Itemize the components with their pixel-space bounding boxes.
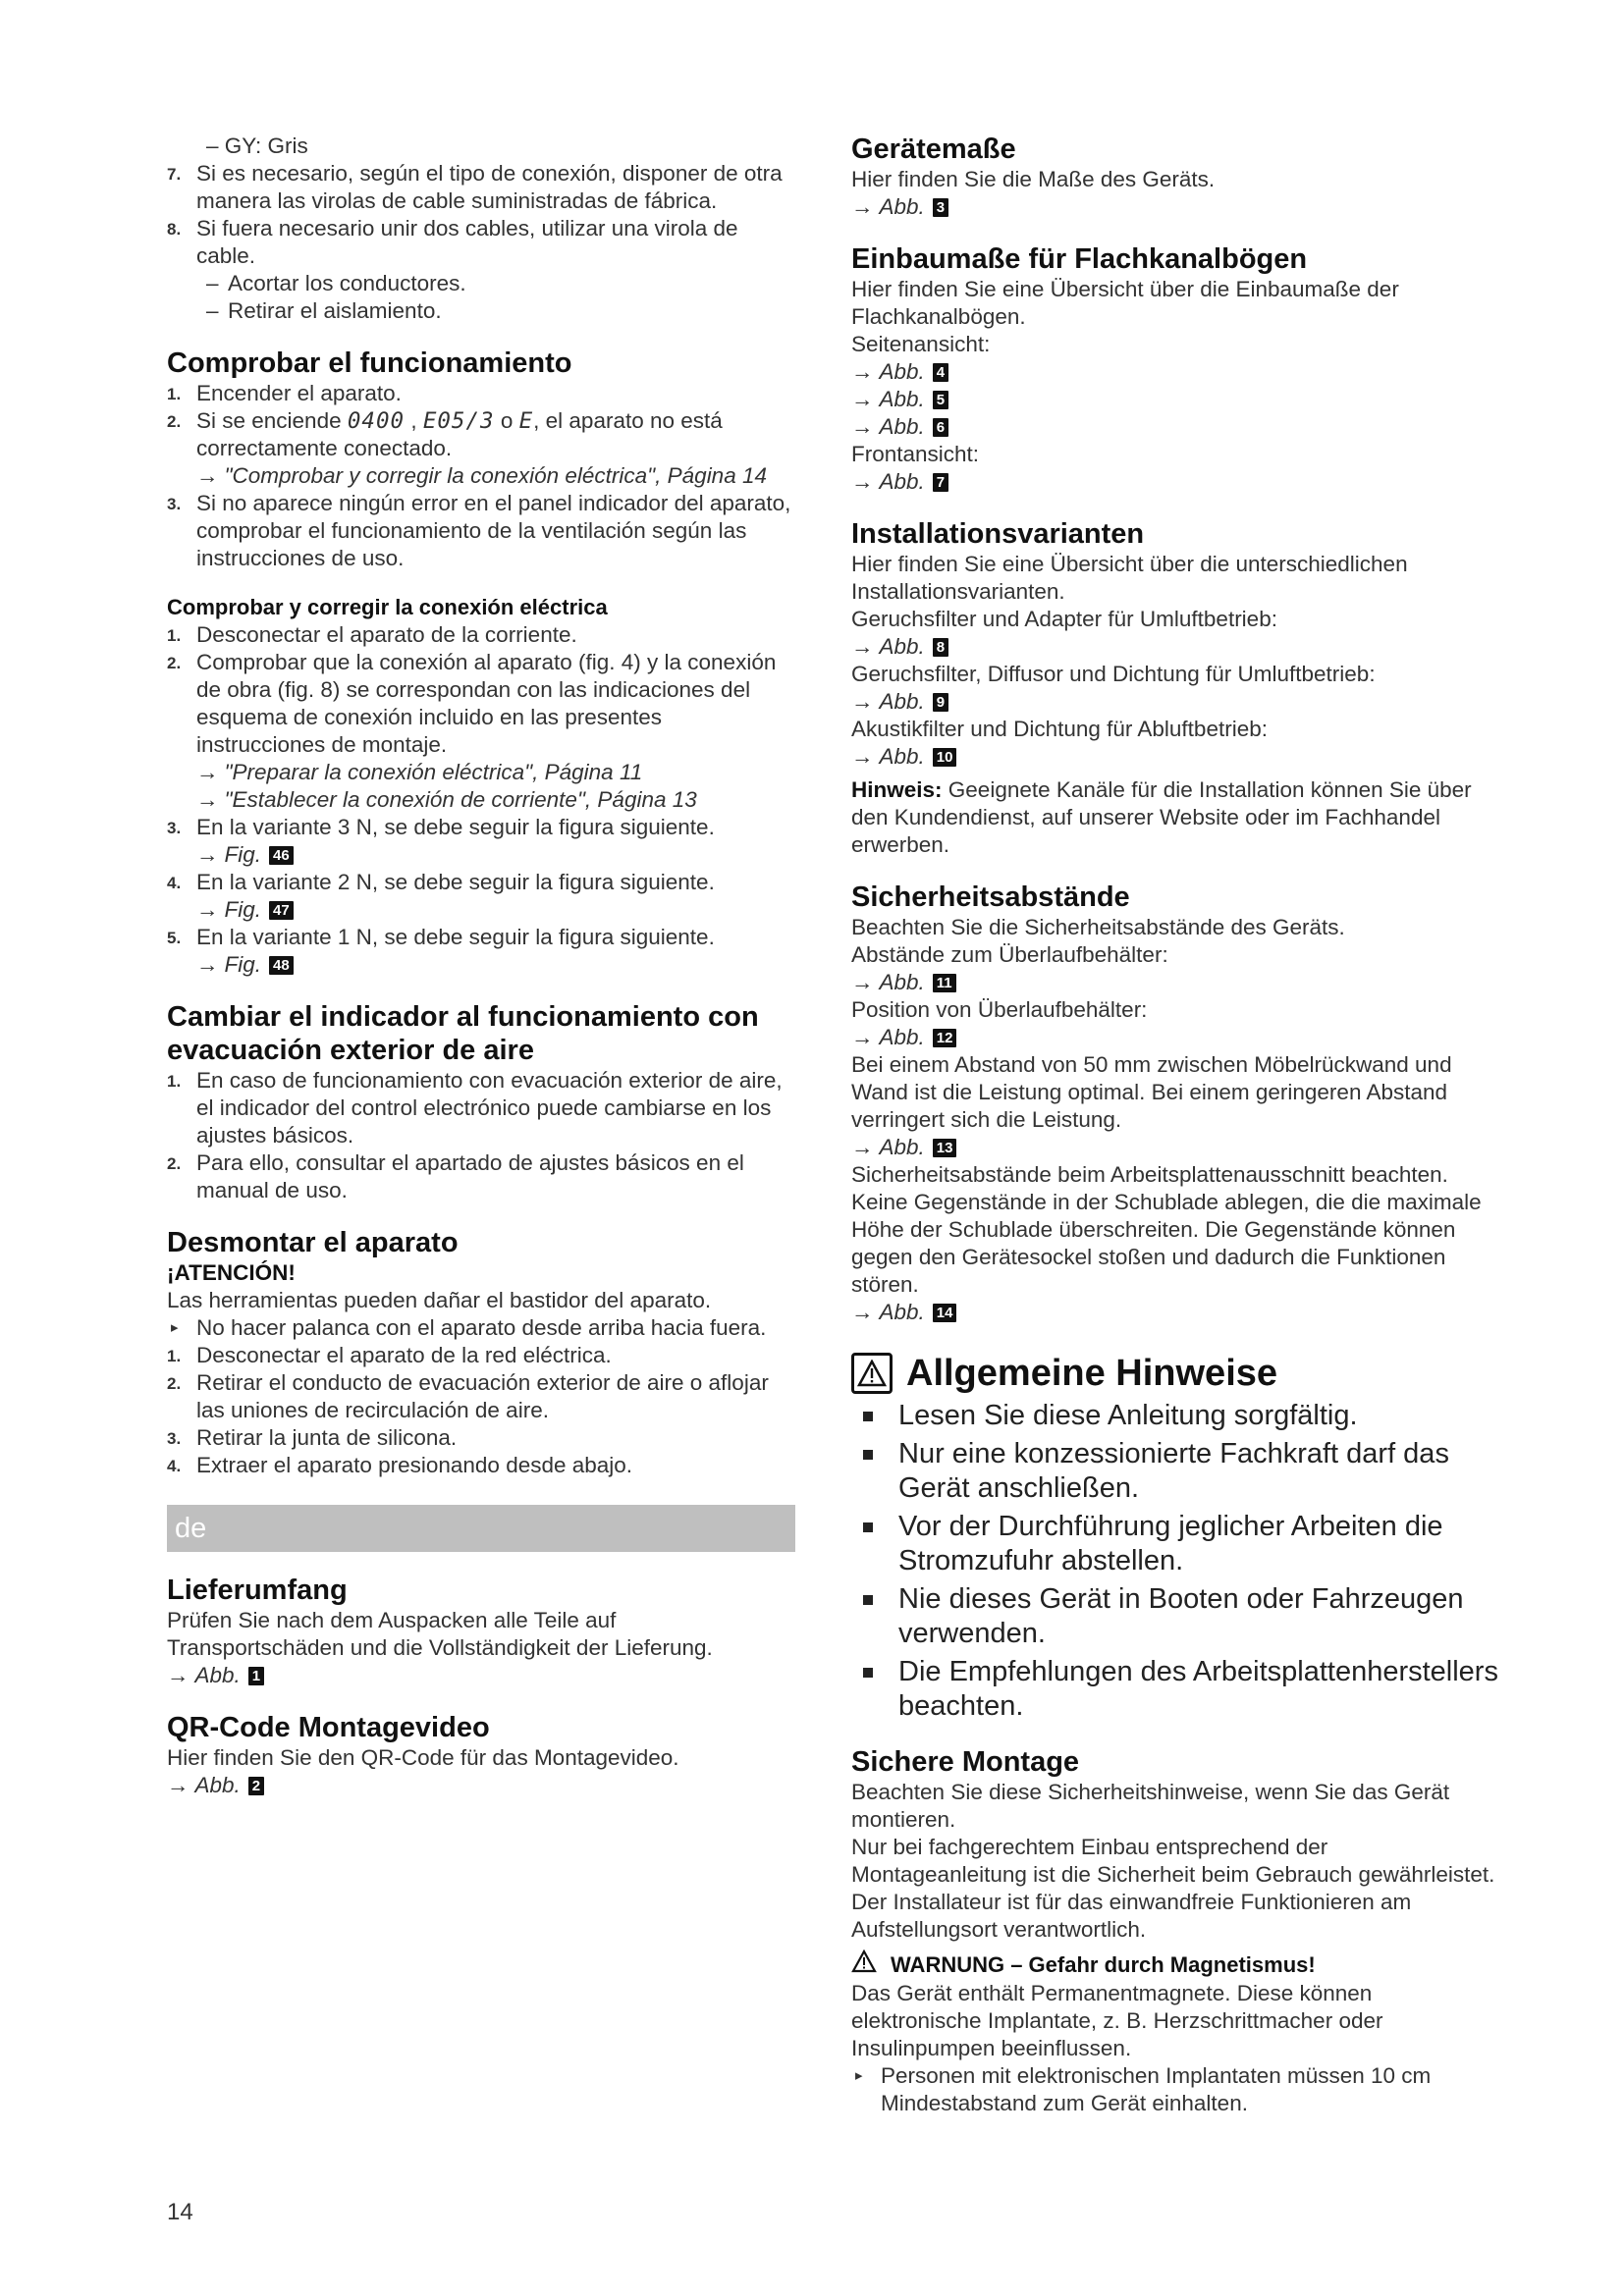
step-2: 2. Comprobar que la conexión al aparato (fig. 4) y la conexión de obra (fig. 8) se correspondan con las indicaciones del esquema de conexión incluido en las presentes instrucciones de montaje. [167,650,777,757]
figure-reference: → Abb. 14 [851,1299,1499,1326]
figure-badge: 13 [933,1139,957,1157]
figure-reference: → Abb. 11 [851,969,1499,996]
heading-desmontar: Desmontar el aparato [167,1227,459,1258]
step-3: 3. En la variante 3 N, se debe seguir la figura siguiente. [167,815,715,839]
triangle-bullet-icon: ▸ [171,1319,179,1336]
montage-paragraph: Nur bei fachgerechtem Einbau entsprechend der Montageanleitung ist die Sicherheit beim Gebrauch gewährleistet. Der Installateur ist für das einwandfreie Funktionieren am Aufstellungsort verantwortlich. [851,1835,1495,1942]
sicherheit-line: Position von Überlaufbehälter: [851,997,1148,1022]
heading-installationsvarianten: Installationsvarianten [851,518,1145,550]
heading-einbaumasse: Einbaumaße für Flachkanalbögen [851,243,1308,275]
allgemeine-hinweise-heading: Allgemeine Hinweise [851,1352,1499,1395]
figure-reference: → Fig. 46 [167,841,795,869]
heading-cambiar: Cambiar el indicador al funcionamiento con evacuación exterior de aire [167,1001,759,1066]
figure-badge: 11 [933,974,956,992]
figure-reference: → Abb. 5 [851,386,1499,413]
square-bullet-icon [863,1595,873,1605]
display-code: 0400 [347,408,406,434]
qr-text: Hier finden Sie den QR-Code für das Montagevideo. [167,1745,679,1770]
square-bullet-icon [863,1412,873,1421]
display-code: E [518,408,534,434]
left-column [167,133,795,1799]
warning-triangle-icon [851,1949,877,1980]
step-4: 4. En la variante 2 N, se debe seguir la figura siguiente. [167,870,715,894]
attention-text: Las herramientas pueden dañar el bastidor del aparato. [167,1288,712,1312]
einbau-front-label: Frontansicht: [851,442,980,466]
action-item: ▸ No hacer palanca con el aparato desde arriba hacia fuera. [171,1315,767,1340]
figure-badge: 4 [933,363,948,382]
step-8: 8. Si fuera necesario unir dos cables, utilizar una virola de cable. [167,216,738,268]
figure-badge: 5 [933,391,948,409]
heading-lieferumfang: Lieferumfang [167,1575,348,1606]
figure-badge: 2 [248,1777,264,1795]
gy-line: – GY: Gris [206,133,308,158]
triangle-bullet-icon: ▸ [855,2067,863,2084]
figure-reference: → Abb. 12 [851,1024,1499,1051]
figure-badge: 6 [933,418,948,437]
square-bullet-icon [863,1522,873,1532]
heading-geraetemasse: Gerätemaße [851,133,1016,165]
step-3: 3. Si no aparece ningún error en el panel indicador del aparato, comprobar el funcionamiento de la ventilación según las instrucciones de uso. [167,491,791,570]
cross-reference: → "Establecer la conexión de corriente", Página 13 [196,787,697,812]
einbau-side-label: Seitenansicht: [851,332,991,356]
step-5: 5. En la variante 1 N, se debe seguir la figura siguiente. [167,925,715,949]
sicherheit-paragraph: Keine Gegenstände in der Schublade ablegen, die die maximale Höhe der Schublade überschreiten. Die Gegenstände können gegen den Gerätesockel stoßen und dadurch die Funktionen stören. [851,1190,1482,1297]
figure-badge: 9 [933,693,948,712]
figure-reference: → Abb. 13 [851,1134,1499,1161]
hinweis-note: Hinweis: Geeignete Kanäle für die Installation können Sie über den Kundendienst, auf unserer Website oder im Fachhandel erwerben. [851,777,1472,857]
bullet-item: Die Empfehlungen des Arbeitsplattenherstellers beachten. [851,1655,1499,1724]
figure-reference: → Abb. 9 [851,688,1499,716]
montage-paragraph: Beachten Sie diese Sicherheitshinweise, wenn Sie das Gerät montieren. [851,1780,1450,1832]
heading-sicherheitsabstaende: Sicherheitsabstände [851,881,1130,913]
cross-reference: → "Preparar la conexión eléctrica", Página 11 [196,760,643,784]
warning-text: Das Gerät enthält Permanentmagnete. Diese können elektronische Implantate, z. B. Herzschrittmacher oder Insulinpumpen beeinflussen. [851,1981,1383,2060]
install-line: Geruchsfilter, Diffusor und Dichtung für Umluftbetrieb: [851,662,1376,686]
geraetemasse-text: Hier finden Sie die Maße des Geräts. [851,167,1216,191]
step-7: 7. Si es necesario, según el tipo de conexión, disponer de otra manera las virolas de cable suministradas de fábrica. [167,161,783,213]
figure-badge: 48 [269,956,294,975]
install-line: Akustikfilter und Dichtung für Abluftbetrieb: [851,717,1268,741]
figure-badge: 1 [248,1667,264,1685]
figure-badge: 8 [933,638,948,657]
heading-qr-code: QR-Code Montagevideo [167,1712,490,1743]
figure-badge: 3 [933,198,948,217]
warning-heading: WARNUNG – Gefahr durch Magnetismus! [851,1949,1499,1980]
figure-badge: 12 [933,1029,957,1047]
sicherheit-text: Beachten Sie die Sicherheitsabstände des Geräts. [851,915,1345,939]
bullet-item: Nie dieses Gerät in Booten oder Fahrzeugen verwenden. [851,1582,1499,1651]
heading-sichere-montage: Sichere Montage [851,1746,1080,1778]
cross-reference: → "Comprobar y corregir la conexión eléctrica", Página 14 [196,463,767,488]
install-text: Hier finden Sie eine Übersicht über die unterschiedlichen Installationsvarianten. [851,552,1408,604]
figure-badge: 10 [933,748,957,767]
figure-badge: 46 [269,846,294,865]
bullet-item: Nur eine konzessionierte Fachkraft darf das Gerät anschließen. [851,1437,1499,1506]
sicherheit-line: Abstände zum Überlaufbehälter: [851,942,1168,967]
lieferumfang-text: Prüfen Sie nach dem Auspacken alle Teile auf Transportschäden und die Vollständigkeit der Lieferung. [167,1608,713,1660]
figure-reference: → Fig. 47 [167,896,795,924]
sicherheit-paragraph: Bei einem Abstand von 50 mm zwischen Möbelrückwand und Wand ist die Leistung optimal. Bei einem geringeren Abstand verringert sich die Leistung. [851,1052,1452,1132]
step-2: 2. Para ello, consultar el apartado de ajustes básicos en el manual de uso. [167,1150,744,1202]
heading-comprobar: Comprobar el funcionamiento [167,347,572,379]
action-item: ▸ Personen mit elektronischen Implantaten müssen 10 cm Mindestabstand zum Gerät einhalten. [855,2063,1432,2115]
heading-conexion: Comprobar y corregir la conexión eléctrica [167,595,608,619]
bullet-item: Vor der Durchführung jeglicher Arbeiten die Stromzufuhr abstellen. [851,1510,1499,1578]
bullet-item: Lesen Sie diese Anleitung sorgfältig. [851,1399,1499,1433]
display-code: E05/3 [422,408,495,434]
square-bullet-icon [863,1450,873,1460]
step-1: 1. En caso de funcionamiento con evacuación exterior de aire, el indicador del control electrónico puede cambiarse en los ajustes básicos. [167,1068,783,1148]
dash-item: – Retirar el aislamiento. [206,298,442,323]
figure-badge: 47 [269,901,294,920]
figure-reference: → Abb. 7 [851,468,1499,496]
square-bullet-icon [863,1668,873,1678]
page-number: 14 [167,2199,193,2225]
figure-reference: → Abb. 3 [851,193,1499,221]
figure-badge: 7 [933,473,948,492]
attention-label: ¡ATENCIÓN! [167,1260,296,1285]
dash-item: – Acortar los conductores. [206,271,466,295]
figure-reference: → Abb. 4 [851,358,1499,386]
step-1: 1. Desconectar el aparato de la corriente. [167,622,577,647]
step-1: 1. Desconectar el aparato de la red eléctrica. [167,1343,612,1367]
figure-badge: 14 [933,1304,957,1322]
step-1: 1. Encender el aparato. [167,381,402,405]
figure-reference: → Abb. 2 [167,1772,795,1799]
step-3: 3. Retirar la junta de silicona. [167,1425,458,1450]
sicherheit-paragraph: Sicherheitsabstände beim Arbeitsplattenausschnitt beachten. [851,1162,1448,1187]
warning-icon [851,1353,893,1394]
figure-reference: → Abb. 6 [851,413,1499,441]
figure-reference: → Abb. 10 [851,743,1499,771]
language-bar: de [167,1505,795,1552]
install-line: Geruchsfilter und Adapter für Umluftbetrieb: [851,607,1277,631]
einbau-text: Hier finden Sie eine Übersicht über die Einbaumaße der Flachkanalbögen. [851,277,1399,329]
figure-reference: → Abb. 8 [851,633,1499,661]
figure-reference: → Fig. 48 [167,951,795,979]
figure-reference: → Abb. 1 [167,1662,795,1689]
step-2: 2. Si se enciende 0400 , E05/3 o E, el aparato no está correctamente conectado. [167,408,723,460]
step-2: 2. Retirar el conducto de evacuación exterior de aire o aflojar las uniones de recirculación de aire. [167,1370,769,1422]
step-4: 4. Extraer el aparato presionando desde abajo. [167,1453,633,1477]
right-column [851,133,1499,2117]
